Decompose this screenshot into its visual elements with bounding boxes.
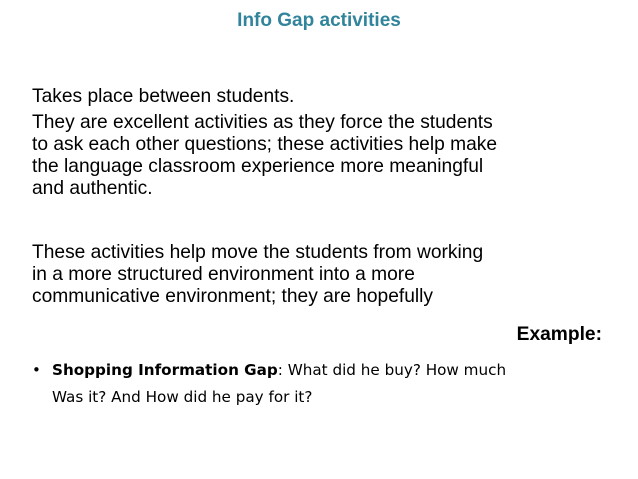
paragraph-line: the language classroom experience more meaningful [32,156,484,177]
paragraph-line: and authentic. [32,178,153,199]
bullet-bold-label: Shopping Information Gap [52,361,278,379]
slide-title: Info Gap activities [237,10,401,31]
paragraph-line: in a more structured environment into a more [32,264,415,285]
bullet-line [52,357,622,384]
bullet-line: Was it? And How did he pay for it? [52,388,313,406]
paragraph-benefits [32,112,602,200]
paragraph-line: Takes place between students. [32,86,295,107]
bullet-marker: • [32,361,41,379]
bullet-text [52,357,622,411]
paragraph-line: These activities help move the students from working [32,242,484,263]
paragraph-line: They are excellent activities as they force the students [32,112,493,133]
example-label: Example: [516,324,602,345]
paragraph-line: communicative environment; they are hopefully [32,286,434,307]
bullet-line-rest: : What did he buy? How much [277,361,507,379]
paragraph-line: to ask each other questions; these activities help make [32,134,498,155]
paragraph-intro [32,86,602,108]
paragraph-environment [32,242,602,308]
